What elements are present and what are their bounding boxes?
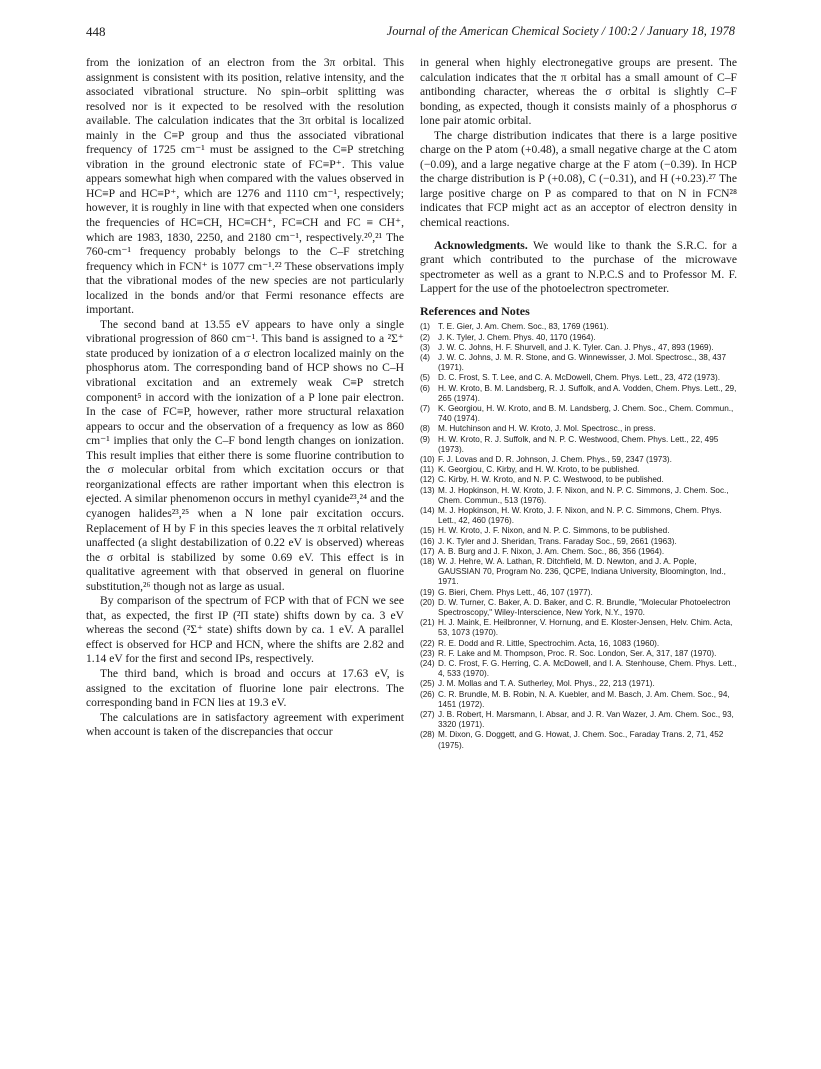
reference-item xyxy=(420,659,737,679)
reference-text: K. Georgiou, H. W. Kroto, and B. M. Landsberg, J. Chem. Soc., Chem. Commun., 740 (1974). xyxy=(438,403,734,424)
reference-item xyxy=(420,588,737,598)
paragraph: in general when highly electronegative groups are present. The calculation indicates that the π orbital has a small amount of C–F antibonding character, whereas the σ orbital is slightly C–F bonding, as expected, though it consists mainly of a phosphorus σ lone pair atomic orbital. xyxy=(420,56,737,128)
reference-text: J. K. Tyler and J. Sheridan, Trans. Faraday Soc., 59, 2661 (1963). xyxy=(438,536,677,546)
reference-item xyxy=(420,649,737,659)
reference-text: H. J. Maink, E. Heilbronner, V. Hornung, and E. Kloster-Jensen, Helv. Chim. Acta, 53, 1073 (1970). xyxy=(438,618,733,638)
reference-item xyxy=(420,404,737,424)
running-header xyxy=(86,24,735,44)
reference-number: (13) xyxy=(420,485,435,495)
reference-item xyxy=(420,537,737,547)
acknowledgments-text: We would like to thank the S.R.C. for a grant which contributed to the purchase of the microwave spectrometer as well as a grant to N.P.C.S and to Professor M. F. Lappert for the use of the photoelectron spectrometer. xyxy=(420,238,737,296)
reference-text: C. R. Brundle, M. B. Robin, N. A. Kuebler, and M. Basch, J. Am. Chem. Soc., 94, 1451 (1972). xyxy=(438,689,730,709)
reference-item xyxy=(420,730,737,750)
reference-text: F. J. Lovas and D. R. Johnson, J. Chem. Phys., 59, 2347 (1973). xyxy=(438,454,672,464)
reference-number: (4) xyxy=(420,352,431,362)
reference-item xyxy=(420,618,737,638)
reference-item xyxy=(420,486,737,506)
reference-text: C. Kirby, H. W. Kroto, and N. P. C. Westwood, to be published. xyxy=(438,475,664,485)
reference-text: M. J. Hopkinson, H. W. Kroto, J. F. Nixon, and N. P. C. Simmons, J. Chem. Soc., Chem. Commun., 513 (1976). xyxy=(438,485,729,505)
paragraph: The second band at 13.55 eV appears to have only a single vibrational progression of 860 cm⁻¹. This band is assigned to a ²Σ⁺ state produced by ionization of a σ electron localized mainly on the phosphorus atom. The corresponding band of HCP shows no C–H vibrational excitation and an extremely weak C≡P stretch component⁵ in accord with the ionization of a P lone pair electron. In the case of FC≡P, however, rather more structural relaxation appears to occur and the observation of a frequency as low as 860 cm⁻¹ implies that only the C–F bond length changes on ionization. This result implies that either there is some fluorine contribution to the σ molecular orbital from which excitation occurs or that reorganizational effects are rather important when this electron is ejected. A similar phenomenon occurs in methyl cyanide²³,²⁴ and the cyanogen halides²³,²⁵ when a N lone pair excitation occurs. Replacement of H by F in this species leaves the π orbital relatively unaffected (a slight destabilization of 0.22 eV is observed) whereas the σ orbital is stabilized by some 0.69 eV. This effect is in qualitative agreement with that observed in general on fluorine substitution,²⁶ though not as large as usual. xyxy=(86,317,404,593)
reference-number: (5) xyxy=(420,373,431,383)
reference-list xyxy=(420,322,737,751)
left-column xyxy=(86,56,404,740)
acknowledgments-heading: Acknowledgments. xyxy=(434,238,528,252)
reference-item xyxy=(420,506,737,526)
reference-item xyxy=(420,435,737,455)
reference-number: (3) xyxy=(420,342,431,352)
reference-number: (17) xyxy=(420,546,435,556)
reference-text: H. W. Kroto, B. M. Landsberg, R. J. Suffolk, and A. Vodden, Chem. Phys. Lett., 29, 265 (1974). xyxy=(438,383,737,403)
reference-item xyxy=(420,639,737,649)
reference-number: (7) xyxy=(420,403,431,413)
reference-item xyxy=(420,455,737,465)
reference-item xyxy=(420,679,737,689)
paragraph: The charge distribution indicates that there is a large positive charge on the P atom (+0.48), a small negative charge at the C atom (−0.09), and a large negative charge at the F atom (−0.39). In HCP the charge distribution is P (+0.08), C (−0.31), and H (+0.23).²⁷ The large positive charge on P as compared to that on N in FCN²⁸ indicates that FCP might act as an acceptor of electron density in chemical reactions. xyxy=(420,128,737,230)
reference-item xyxy=(420,475,737,485)
reference-number: (1) xyxy=(420,322,431,332)
paragraph: The calculations are in satisfactory agreement with experiment when account is taken of the discrepancies that occur xyxy=(86,710,404,739)
reference-item xyxy=(420,353,737,373)
reference-number: (10) xyxy=(420,454,435,464)
reference-text: H. W. Kroto, J. F. Nixon, and N. P. C. Simmons, to be published. xyxy=(438,526,670,536)
reference-text: J. K. Tyler, J. Chem. Phys. 40, 1170 (1964). xyxy=(438,332,596,342)
references-heading: References and Notes xyxy=(420,303,530,318)
reference-text: M. Hutchinson and H. W. Kroto, J. Mol. Spectrosc., in press. xyxy=(438,424,656,434)
reference-item xyxy=(420,557,737,588)
reference-number: (9) xyxy=(420,434,431,444)
reference-text: K. Georgiou, C. Kirby, and H. W. Kroto, to be published. xyxy=(438,465,640,475)
reference-number: (15) xyxy=(420,526,435,536)
right-column xyxy=(420,56,737,751)
reference-text: M. Dixon, G. Doggett, and G. Howat, J. Chem. Soc., Faraday Trans. 2, 71, 452 (1975). xyxy=(438,730,724,750)
reference-text: D. C. Frost, F. G. Herring, C. A. McDowell, and I. A. Stenhouse, Chem. Phys. Lett., 4, 533 (1970). xyxy=(438,659,737,679)
reference-text: J. W. C. Johns, J. M. R. Stone, and G. Winnewisser, J. Mol. Spectrosc., 38, 437 (1971). xyxy=(438,352,727,373)
reference-item xyxy=(420,384,737,404)
reference-text: R. E. Dodd and R. Little, Spectrochim. Acta, 16, 1083 (1960). xyxy=(438,638,660,648)
reference-number: (16) xyxy=(420,536,435,546)
reference-item xyxy=(420,322,737,332)
reference-item xyxy=(420,547,737,557)
paragraph: from the ionization of an electron from the 3π orbital. This assignment is consistent with its position, relative intensity, and the associated vibrational structure. No spin–orbit splitting was resolved nor is it expected to be resolved with the resolution available. The calculation indicates that the 3π orbital is localized mainly in the C≡P group and thus the associated vibrational frequency of 1725 cm⁻¹ must be assigned to the C≡P stretching vibration in the ground electronic state of FC≡P⁺. This value appears somewhat high when compared with the values observed in HC≡P and HC≡P⁺, which are 1276 and 1110 cm⁻¹, respectively; however, it is roughly in line with that expected when one considers the frequencies of HC≡CH, HC≡CH⁺, FC≡CH and FC ≡ CH⁺, which are 1983, 1830, 2250, and 2180 cm⁻¹, respectively.²⁰,²¹ The 760-cm⁻¹ frequency probably belongs to the C–F stretching frequency which in FCN⁺ is 1077 cm⁻¹.²² These observations imply that the vibrational modes of the new species are not particularly localized in the bonds and/or that Fermi resonance effects are important. xyxy=(86,56,404,317)
reference-item xyxy=(420,710,737,730)
reference-number: (8) xyxy=(420,424,431,434)
reference-text: J. W. C. Johns, H. F. Shurvell, and J. K. Tyler. Can. J. Phys., 47, 893 (1969). xyxy=(438,342,714,352)
reference-number: (25) xyxy=(420,679,435,689)
reference-text: M. J. Hopkinson, H. W. Kroto, J. F. Nixon, and N. P. C. Simmons, Chem. Phys. Lett., 42, 460 (1976). xyxy=(438,505,722,526)
reference-text: T. E. Gier, J. Am. Chem. Soc., 83, 1769 (1961). xyxy=(438,322,609,332)
page-number: 448 xyxy=(86,24,106,39)
reference-item xyxy=(420,690,737,710)
reference-item xyxy=(420,526,737,536)
paragraph: The third band, which is broad and occurs at 17.63 eV, is assigned to the excitation of fluorine lone pair electrons. The corresponding band in FCN lies at 19.3 eV. xyxy=(86,666,404,710)
reference-text: J. M. Mollas and T. A. Sutherley, Mol. Phys., 22, 213 (1971). xyxy=(438,679,655,689)
reference-text: H. W. Kroto, R. J. Suffolk, and N. P. C. Westwood, Chem. Phys. Lett., 22, 495 (1973). xyxy=(438,434,719,454)
acknowledgments xyxy=(420,239,737,297)
reference-number: (12) xyxy=(420,475,435,485)
reference-number: (28) xyxy=(420,730,435,740)
reference-text: R. F. Lake and M. Thompson, Proc. R. Soc. London, Ser. A, 317, 187 (1970). xyxy=(438,648,717,658)
reference-number: (20) xyxy=(420,597,435,607)
reference-text: J. B. Robert, H. Marsmann, I. Absar, and J. R. Van Wazer, J. Am. Chem. Soc., 93, 3320 (1971). xyxy=(438,710,734,730)
reference-item xyxy=(420,465,737,475)
reference-number: (6) xyxy=(420,383,431,393)
reference-item xyxy=(420,333,737,343)
reference-number: (21) xyxy=(420,618,435,628)
journal-citation: Journal of the American Chemical Society / 100:2 / January 18, 1978 xyxy=(386,24,735,38)
reference-text: G. Bieri, Chem. Phys Lett., 46, 107 (1977). xyxy=(438,587,593,597)
reference-number: (24) xyxy=(420,659,435,668)
reference-number: (14) xyxy=(420,505,435,515)
reference-number: (27) xyxy=(420,710,435,720)
reference-text: D. C. Frost, S. T. Lee, and C. A. McDowell, Chem. Phys. Lett., 23, 472 (1973). xyxy=(438,373,720,383)
reference-item xyxy=(420,373,737,383)
reference-number: (26) xyxy=(420,689,435,699)
reference-item xyxy=(420,343,737,353)
paragraph: By comparison of the spectrum of FCP with that of FCN we see that, as expected, the first IP (²Π state) shifts down by ca. 3 eV whereas the second (²Σ⁺ state) shifts down by ca. 1 eV. A parallel effect is observed for HCP and HCN, where the shifts are 2.82 and 1.14 eV for the first and second IPs, respectively. xyxy=(86,594,404,666)
reference-item xyxy=(420,598,737,618)
reference-text: D. W. Turner, C. Baker, A. D. Baker, and C. R. Brundle, "Molecular Photoelectron Spectroscopy," Wiley-Interscience, New York, N.Y., 1970. xyxy=(438,597,731,617)
reference-text: A. B. Burg and J. F. Nixon, J. Am. Chem. Soc., 86, 356 (1964). xyxy=(438,546,665,556)
reference-text: W. J. Hehre, W. A. Lathan, R. Ditchfield, M. D. Newton, and J. A. Pople, GAUSSIAN 70, Program No. 236, QCPE, Indiana University, Bloomington, Ind., 1971. xyxy=(438,556,726,587)
reference-number: (19) xyxy=(420,587,435,597)
reference-item xyxy=(420,424,737,434)
reference-number: (22) xyxy=(420,638,435,648)
reference-number: (18) xyxy=(420,556,435,566)
reference-number: (23) xyxy=(420,648,435,658)
reference-number: (11) xyxy=(420,465,434,475)
reference-number: (2) xyxy=(420,332,431,342)
